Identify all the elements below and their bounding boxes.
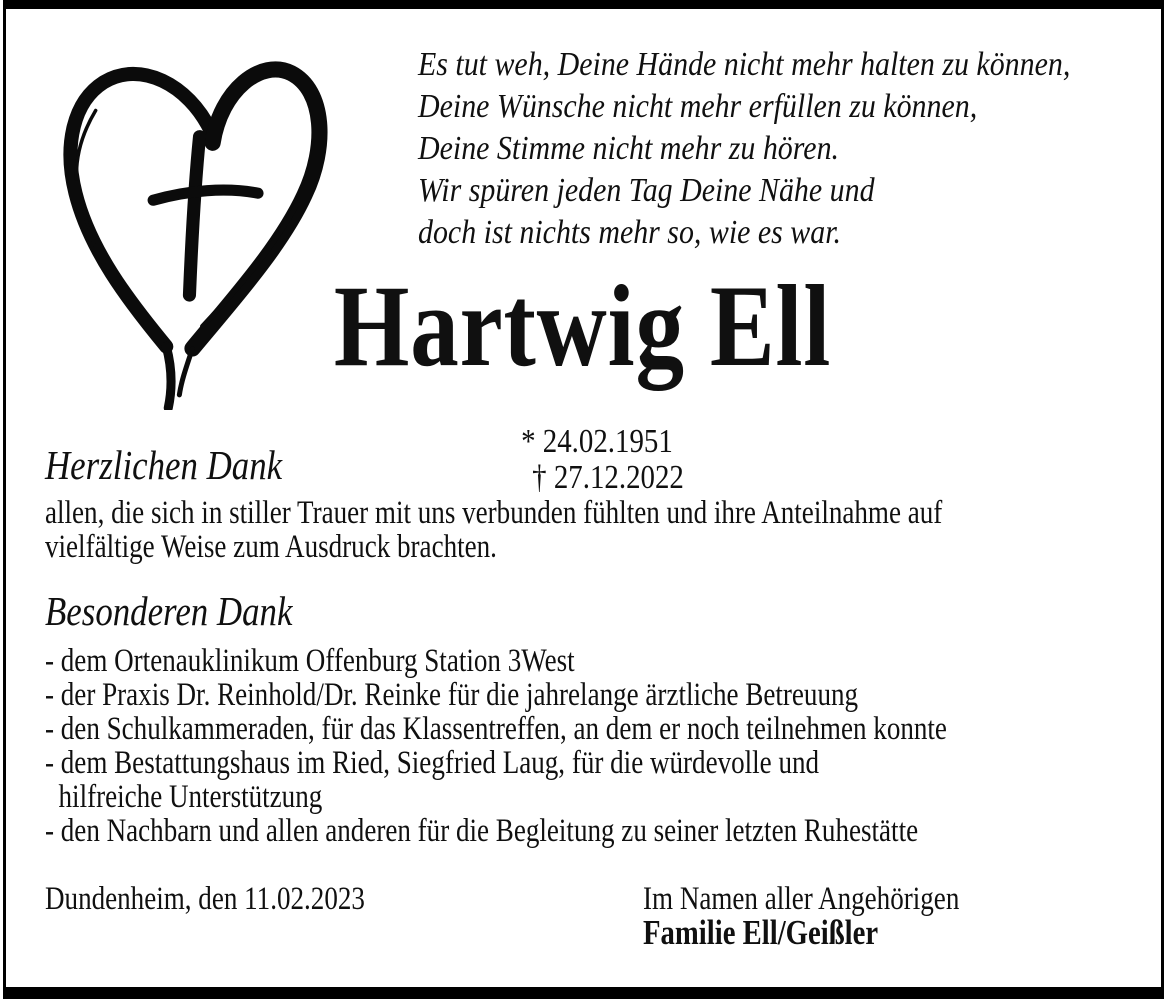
poem-line: Deine Stimme nicht mehr zu hören. bbox=[418, 130, 840, 167]
closing-line: Im Namen aller Angehörigen bbox=[643, 881, 960, 917]
poem-line: Es tut weh, Deine Hände nicht mehr halten zu können, bbox=[418, 46, 1071, 83]
special-thanks-item: - den Nachbarn und allen anderen für die Begleitung zu seiner letzten Ruhestätte bbox=[45, 813, 919, 849]
poem-line: doch ist nichts mehr so, wie es war. bbox=[418, 214, 842, 251]
memorial-poem bbox=[418, 44, 1070, 254]
special-thanks-item: hilfreiche Unterstützung bbox=[45, 779, 323, 815]
special-thanks-item: - der Praxis Dr. Reinhold/Dr. Reinke für die jahrelange ärztliche Betreuung bbox=[45, 677, 859, 713]
poem-line: Deine Wünsche nicht mehr erfüllen zu können, bbox=[418, 88, 978, 125]
family-signature: Familie Ell/Geißler bbox=[643, 913, 879, 952]
death-date: † 27.12.2022 bbox=[532, 459, 684, 496]
special-thanks-item: - dem Ortenauklinikum Offenburg Station 3West bbox=[45, 643, 575, 679]
thanks-line: vielfältige Weise zum Ausdruck brachten. bbox=[45, 529, 497, 565]
closing-block bbox=[643, 882, 959, 950]
thanks-heading: Herzlichen Dank bbox=[45, 442, 283, 488]
birth-date: * 24.02.1951 bbox=[521, 423, 673, 460]
place-and-date: Dundenheim, den 11.02.2023 bbox=[45, 881, 365, 917]
special-thanks-heading: Besonderen Dank bbox=[45, 588, 293, 634]
special-thanks-list bbox=[45, 644, 947, 848]
special-thanks-item: - den Schulkammeraden, für das Klassentreffen, an dem er noch teilnehmen konnte bbox=[45, 711, 947, 747]
thanks-line: allen, die sich in stiller Trauer mit uns verbunden fühlten und ihre Anteilnahme auf bbox=[45, 495, 943, 531]
poem-line: Wir spüren jeden Tag Deine Nähe und bbox=[418, 172, 875, 209]
special-thanks-item: - dem Bestattungshaus im Ried, Siegfried Laug, für die würdevolle und bbox=[45, 745, 820, 781]
deceased-name: Hartwig Ell bbox=[333, 262, 832, 391]
thanks-text bbox=[45, 496, 942, 564]
